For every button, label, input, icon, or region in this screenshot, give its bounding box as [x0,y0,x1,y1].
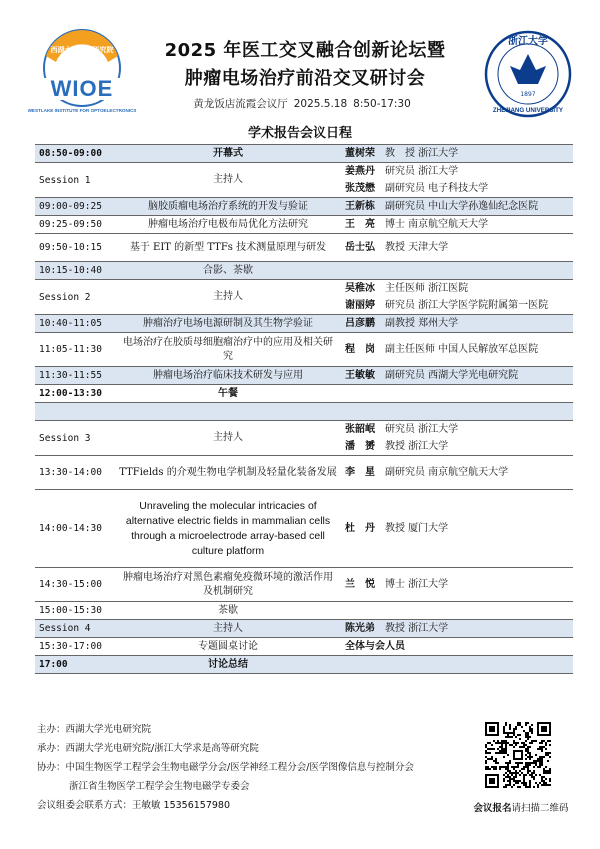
speaker-name: 潘 赟 [345,441,375,452]
row-speakers [341,638,573,656]
speaker [345,315,569,332]
row-speakers [341,568,573,602]
row-topic: 脑胶质瘤电场治疗系统的开发与验证 [115,198,341,216]
row-speakers [341,280,573,315]
schedule-row [35,421,573,456]
row-topic: 基于 EIT 的新型 TTFs 技术测量原理与研发 [115,234,341,262]
row-time: 14:00-14:30 [35,490,115,568]
footer [37,720,467,815]
row-time: 10:15-10:40 [35,262,115,280]
row-time: 08:50-09:00 [35,145,115,163]
schedule-row [35,234,573,262]
row-topic: 主持人 [115,163,341,198]
speaker [345,438,569,455]
speaker-name: 谢丽婷 [345,300,375,311]
svg-text:1897: 1897 [520,91,536,98]
speaker-info: 研究员 浙江大学 [385,166,459,177]
schedule-row [35,262,573,280]
venue: 黄龙饭店流霞会议厅 [193,98,288,110]
speaker-name: 王新栋 [345,201,375,212]
speaker-name: 陈光弟 [345,623,375,634]
speaker-info: 主任医师 浙江医院 [385,283,469,294]
row-time: Session 2 [35,280,115,315]
speaker-info: 博士 南京航空航天大学 [385,219,489,230]
speaker-info: 教 授 浙江大学 [385,148,459,159]
speaker-name: 李 星 [345,467,375,478]
row-topic [115,403,341,421]
schedule-row [35,638,573,656]
row-speakers [341,315,573,333]
schedule-row [35,198,573,216]
row-time: 11:05-11:30 [35,333,115,367]
row-topic: 专题圆桌讨论 [115,638,341,656]
speaker [345,341,569,358]
row-time: Session 4 [35,620,115,638]
speaker-name: 全体与会人员 [345,641,405,652]
speaker-info: 教授 浙江大学 [385,623,449,634]
svg-text:浙江大学: 浙江大学 [508,36,548,47]
row-time: 17:00 [35,656,115,674]
title-line1: 2025 年医工交叉融合创新论坛暨 [164,40,446,61]
row-topic: 肿瘤电场治疗电极布局优化方法研究 [115,216,341,234]
row-speakers [341,490,573,568]
schedule-row [35,216,573,234]
contact-line: 会议组委会联系方式：王敏敏 15356157980 [37,800,231,811]
row-speakers [341,456,573,490]
title-line2: 肿瘤电场治疗前沿交叉研讨会 [184,68,426,89]
schedule-row [35,145,573,163]
schedule-title: 学术报告会议日程 [247,126,352,141]
qr-label-bold: 会议报名 [473,803,512,814]
row-topic: 电场治疗在胶质母细胞瘤治疗中的应用及相关研究 [115,333,341,367]
speaker [345,163,569,180]
qr-label [466,800,576,814]
speaker-info: 研究员 浙江大学医学院附属第一医院 [385,300,549,311]
speaker [345,520,569,537]
speaker-name: 程 岗 [345,344,375,355]
row-time [35,403,115,421]
svg-text:WIOE: WIOE [50,76,114,101]
speaker-info: 教授 浙江大学 [385,441,449,452]
row-speakers [341,198,573,216]
row-topic: 合影、茶歇 [115,262,341,280]
row-topic: 主持人 [115,280,341,315]
speaker-info: 教授 天津大学 [385,242,449,253]
wioe-logo-icon [28,26,136,120]
speaker-name: 岳士弘 [345,242,375,253]
speaker-info: 副研究员 电子科技大学 [385,183,489,194]
row-speakers [341,421,573,456]
schedule-row [35,333,573,367]
schedule-row [35,280,573,315]
schedule-row [35,403,573,421]
row-topic: 肿瘤治疗电场电源研制及其生物学验证 [115,315,341,333]
row-time: 15:00-15:30 [35,602,115,620]
qr-label-rest: 请扫描二维码 [511,803,569,814]
date: 2025.5.18 [293,98,348,110]
schedule-row [35,490,573,568]
speaker-name: 王敏敏 [345,370,375,381]
schedule-row [35,315,573,333]
row-speakers [341,262,573,280]
speaker-name: 姜燕丹 [345,166,375,177]
speaker [345,280,569,297]
row-speakers [341,163,573,198]
schedule-row [35,385,573,403]
row-topic: 肿瘤电场治疗对黑色素瘤免疫微环境的激活作用及机制研究 [115,568,341,602]
row-speakers [341,656,573,674]
schedule-row [35,163,573,198]
row-time: Session 1 [35,163,115,198]
row-time: 15:30-17:00 [35,638,115,656]
organizer-line: 承办：西湖大学光电研究院/浙江大学求是高等研究院 [37,743,259,754]
speaker-name: 杜 丹 [345,523,375,534]
row-speakers [341,385,573,403]
speaker-info: 博士 浙江大学 [385,579,449,590]
speaker-name: 吕彦鹏 [345,318,375,329]
venue-date-time [140,96,470,111]
row-time: 11:30-11:55 [35,367,115,385]
row-speakers [341,145,573,163]
speaker [345,297,569,314]
row-time: Session 3 [35,421,115,456]
registration-qr-code-icon[interactable] [485,722,551,788]
row-topic: 讨论总结 [115,656,341,674]
speaker-info: 研究员 浙江大学 [385,424,459,435]
row-topic: TTFields 的介观生物电学机制及轻量化装备发展 [115,456,341,490]
row-topic: 午餐 [115,385,341,403]
time-range: 8:50-17:30 [353,98,411,110]
zhejiang-university-seal-icon [476,28,580,120]
speaker [345,239,569,256]
speaker-name: 吴稚冰 [345,283,375,294]
svg-text:WESTLAKE INSTITUTE FOR OPTOELE: WESTLAKE INSTITUTE FOR OPTOELECTRONICS [28,108,136,113]
speaker [345,464,569,481]
row-topic: Unraveling the molecular intricacies of alternative electric fields in mammalian cells through a microelectrode array-based cell culture platform [115,490,341,568]
host-line: 主办：西湖大学光电研究院 [37,724,152,735]
speaker [345,145,569,162]
schedule-table [35,144,573,674]
row-topic: 主持人 [115,620,341,638]
schedule-row [35,656,573,674]
speaker-name: 董树荣 [345,148,375,159]
speaker [345,576,569,593]
speaker [345,638,569,655]
row-topic: 开幕式 [115,145,341,163]
speaker-name: 王 亮 [345,219,375,230]
speaker [345,216,569,233]
row-speakers [341,620,573,638]
schedule-row [35,456,573,490]
speaker-info: 副研究员 南京航空航天大学 [385,467,509,478]
row-time: 12:00-13:30 [35,385,115,403]
row-time: 10:40-11:05 [35,315,115,333]
svg-text:西湖大学光电研究院: 西湖大学光电研究院 [50,46,114,54]
row-time: 09:00-09:25 [35,198,115,216]
speaker [345,421,569,438]
row-speakers [341,216,573,234]
speaker-name: 兰 悦 [345,579,375,590]
speaker [345,620,569,637]
row-time: 14:30-15:00 [35,568,115,602]
speaker-name: 张茂懋 [345,183,375,194]
speaker-info: 副研究员 西湖大学光电研究院 [385,370,519,381]
row-time: 09:50-10:15 [35,234,115,262]
row-time: 13:30-14:00 [35,456,115,490]
co-organizer-line1: 协办：中国生物医学工程学会生物电磁学分会/医学神经工程分会/医学图像信息与控制分会 [37,762,414,773]
row-speakers [341,333,573,367]
row-speakers [341,367,573,385]
row-speakers [341,602,573,620]
schedule-row [35,602,573,620]
speaker-info: 副研究员 中山大学孙逸仙纪念医院 [385,201,539,212]
speaker-info: 教授 厦门大学 [385,523,449,534]
schedule-row [35,568,573,602]
svg-text:ZHEJIANG UNIVERSITY: ZHEJIANG UNIVERSITY [492,107,564,114]
speaker [345,367,569,384]
row-topic: 肿瘤电场治疗临床技术研发与应用 [115,367,341,385]
row-time: 09:25-09:50 [35,216,115,234]
speaker-info: 副教授 郑州大学 [385,318,459,329]
speaker-name: 张韶岷 [345,424,375,435]
speaker [345,198,569,215]
row-speakers [341,403,573,421]
row-topic: 茶歇 [115,602,341,620]
speaker-info: 副主任医师 中国人民解放军总医院 [385,344,539,355]
schedule-row [35,620,573,638]
schedule-row [35,367,573,385]
row-speakers [341,234,573,262]
row-topic: 主持人 [115,421,341,456]
co-organizer-line2: 浙江省生物医学工程学会生物电磁学专委会 [69,781,250,792]
speaker [345,180,569,197]
